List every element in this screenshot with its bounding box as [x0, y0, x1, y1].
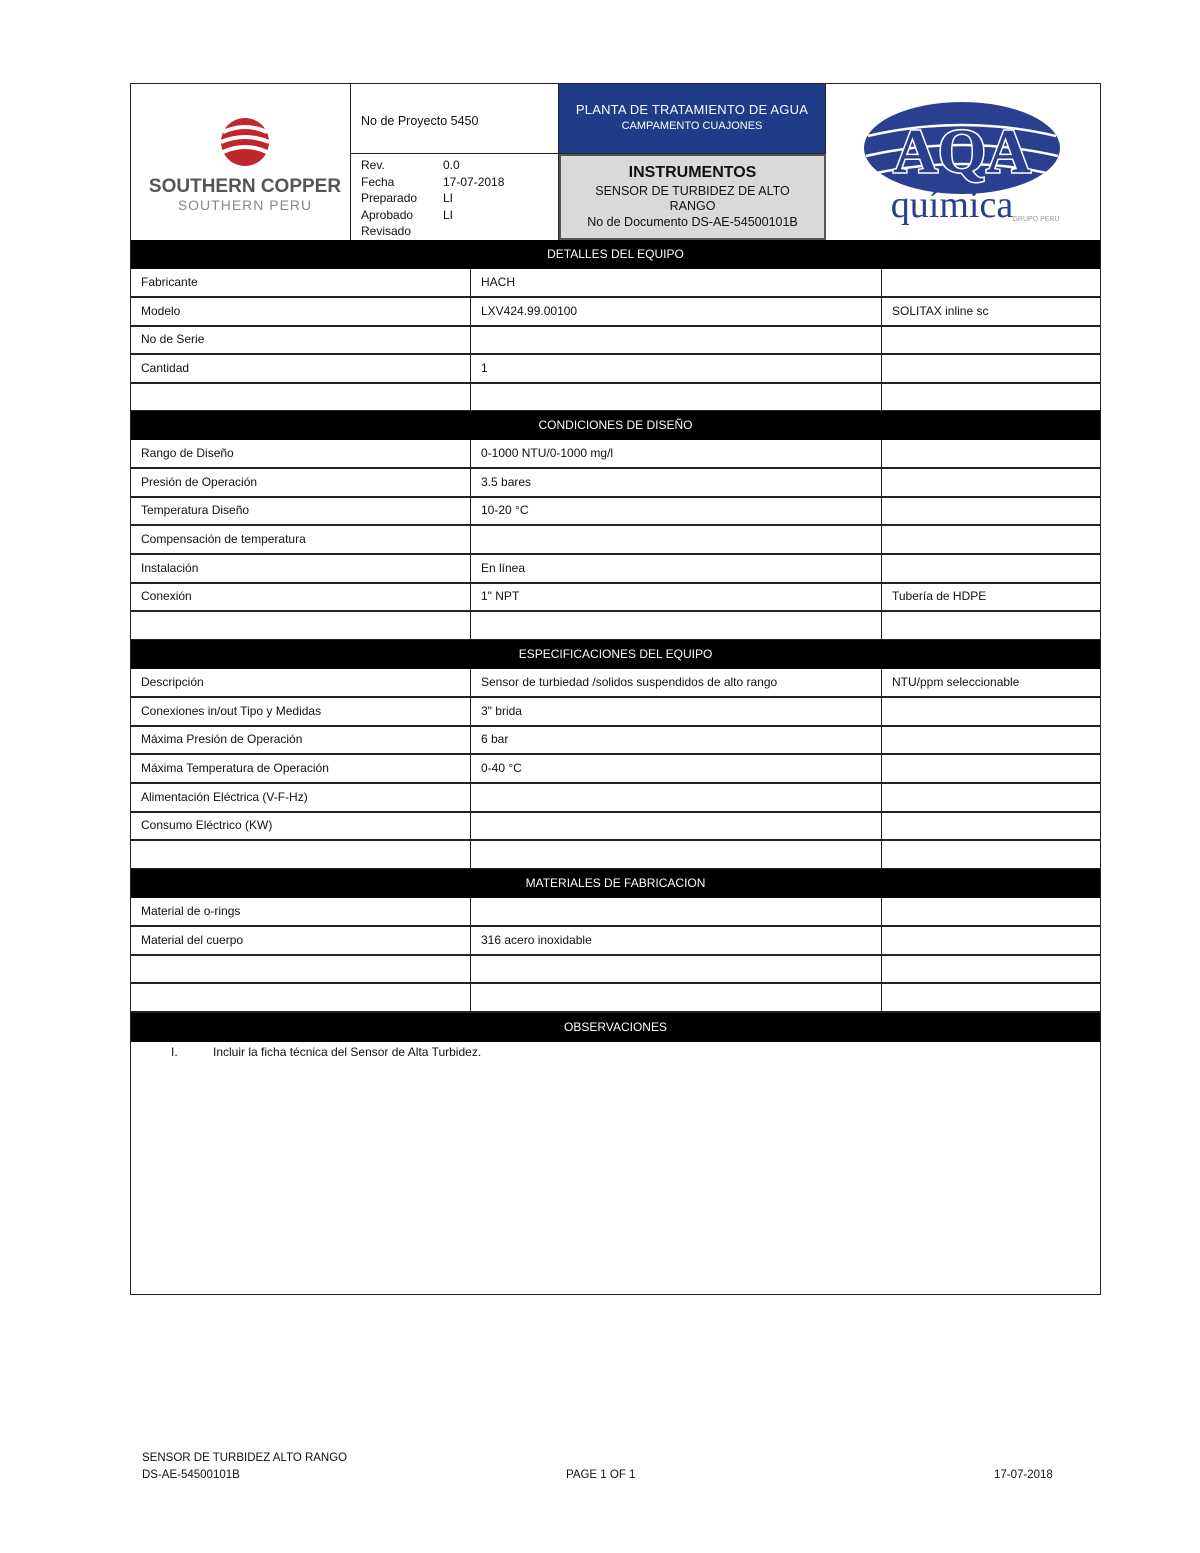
table-row [131, 526, 1100, 555]
table-cell: Sensor de turbiedad /solidos suspendidos de alto rango [471, 669, 882, 696]
table-cell [131, 955, 471, 982]
table-cell: Descripción [131, 669, 471, 696]
table-cell [131, 984, 471, 1011]
table-cell [131, 841, 471, 868]
footer-date: 17-07-2018 [994, 1469, 1053, 1481]
table-row [131, 669, 1100, 698]
rev-label: Fecha [361, 174, 395, 189]
table-cell [882, 469, 1102, 496]
table-cell: SOLITAX inline sc [892, 304, 989, 318]
table-row [131, 383, 1100, 412]
table-row [131, 726, 1100, 755]
rev-row [361, 157, 558, 174]
observation-text: Incluir la ficha técnica del Sensor de Alta Turbidez. [213, 1045, 482, 1059]
footer-title: SENSOR DE TURBIDEZ ALTO RANGO [142, 1452, 348, 1464]
table-cell: Máxima Presión de Operación [131, 726, 471, 753]
table-cell: 1" NPT [471, 583, 882, 610]
table-cell [471, 841, 882, 868]
table-cell [131, 612, 471, 639]
table-cell: Modelo [131, 298, 471, 325]
rev-label: Aprobado [361, 207, 414, 222]
preparado-row [361, 190, 558, 207]
table-row [131, 698, 1100, 727]
table-cell: NTU/ppm seleccionable [892, 675, 1020, 689]
table-cell [882, 555, 1102, 582]
table-cell: Material del cuerpo [131, 927, 471, 954]
table-cell: 6 bar [471, 726, 882, 753]
logo-line1: SOUTHERN COPPER [148, 176, 342, 197]
table-cell [882, 698, 1102, 725]
table-row [131, 469, 1100, 498]
table-cell [882, 784, 1102, 811]
southern-copper-emblem-icon [221, 118, 269, 166]
rev-value: 0.0 [443, 158, 460, 172]
instrument-title: INSTRUMENTOS [628, 164, 757, 181]
table-cell: 316 acero inoxidable [471, 927, 882, 954]
table-cell: Compensación de temperatura [131, 526, 471, 553]
table-cell [882, 927, 1102, 954]
table-cell [471, 984, 882, 1011]
table-cell [882, 440, 1102, 467]
table-cell: Consumo Eléctrico (KW) [131, 812, 471, 839]
table-cell: 3" brida [471, 698, 882, 725]
table-cell [882, 355, 1102, 382]
logo-quimica: química [890, 184, 1014, 226]
section-detalles: DETALLES DEL EQUIPO [131, 240, 1100, 269]
planta-title: PLANTA DE TRATAMIENTO DE AGUA [575, 102, 809, 117]
table-cell [882, 755, 1102, 782]
table-cell: Instalación [131, 555, 471, 582]
table-cell [882, 612, 1102, 639]
fecha-row [361, 174, 558, 191]
table-row [131, 612, 1100, 641]
table-row [131, 955, 1100, 984]
instrument-title-block [559, 154, 826, 240]
table-cell: Cantidad [131, 355, 471, 382]
project-number: No de Proyecto 5450 [351, 84, 559, 154]
table-cell [882, 326, 1102, 353]
table-cell: Temperatura Diseño [131, 497, 471, 524]
logo-line2: SOUTHERN PERU [177, 197, 313, 213]
section-especificaciones: ESPECIFICACIONES DEL EQUIPO [131, 640, 1100, 669]
table-cell: Fabricante [131, 269, 471, 296]
rev-value: LI [443, 191, 454, 205]
table-cell: 0-40 °C [471, 755, 882, 782]
table-cell [882, 526, 1102, 553]
logo-aqa: AQA [893, 118, 1031, 186]
table-cell: Presión de Operación [131, 469, 471, 496]
table-cell [471, 812, 882, 839]
table-row [131, 755, 1100, 784]
table-cell: HACH [471, 269, 882, 296]
table-cell [882, 726, 1102, 753]
table-cell: 0-1000 NTU/0-1000 mg/l [471, 440, 882, 467]
footer-doc: DS-AE-54500101B [142, 1469, 240, 1481]
table-cell: Conexión [131, 583, 471, 610]
table-row [131, 355, 1100, 384]
table-cell: Rango de Diseño [131, 440, 471, 467]
table-row [131, 497, 1100, 526]
rev-value: 17-07-2018 [443, 174, 505, 189]
table-row [131, 784, 1100, 813]
table-cell: 3.5 bares [471, 469, 882, 496]
table-cell [471, 784, 882, 811]
table-cell: LXV424.99.00100 [471, 298, 882, 325]
aqa-quimica-logo [826, 84, 1100, 240]
table-cell [471, 955, 882, 982]
document-number: No de Documento DS-AE-54500101B [587, 215, 798, 229]
table-cell: Alimentación Eléctrica (V-F-Hz) [131, 784, 471, 811]
table-row [131, 326, 1100, 355]
table-cell [882, 269, 1102, 296]
rev-value: LI [443, 207, 454, 222]
logo-grupo: GRUPO PERU [1012, 216, 1060, 223]
section-materiales: MATERIALES DE FABRICACION [131, 869, 1100, 898]
table-row [131, 440, 1100, 469]
table-cell [882, 812, 1102, 839]
table-cell: No de Serie [131, 326, 471, 353]
table-cell [882, 955, 1102, 982]
table-cell [882, 898, 1102, 925]
section-observaciones: OBSERVACIONES [131, 1013, 1100, 1042]
table-row [131, 269, 1100, 298]
rev-label: Rev. [361, 158, 385, 172]
planta-title-block [559, 84, 826, 154]
observations-area [131, 1042, 1100, 1294]
table-cell: Conexiones in/out Tipo y Medidas [131, 698, 471, 725]
table-row [131, 298, 1100, 327]
footer-page: PAGE 1 OF 1 [566, 1469, 636, 1481]
table-cell [471, 526, 882, 553]
data-sheet [130, 83, 1101, 1295]
table-row [131, 583, 1100, 612]
rev-label: Revisado [361, 224, 412, 238]
table-cell: 10-20 °C [471, 497, 882, 524]
document-header [131, 84, 1100, 240]
table-row [131, 984, 1100, 1013]
southern-copper-logo [131, 84, 351, 240]
table-cell [471, 383, 882, 410]
table-row [131, 555, 1100, 584]
table-row [131, 898, 1100, 927]
instrument-subtitle: SENSOR DE TURBIDEZ DE ALTO RANGO [595, 184, 790, 213]
table-cell: Máxima Temperatura de Operación [131, 755, 471, 782]
table-row [131, 841, 1100, 870]
aprobado-row [361, 207, 558, 224]
table-cell: Material de o-rings [131, 898, 471, 925]
rev-label: Preparado [361, 191, 418, 205]
revision-block [351, 154, 559, 240]
table-row [131, 927, 1100, 956]
table-cell [471, 612, 882, 639]
table-cell [131, 383, 471, 410]
table-cell: 1 [471, 355, 882, 382]
table-cell: Tubería de HDPE [892, 589, 987, 603]
section-condiciones: CONDICIONES DE DISEÑO [131, 411, 1100, 440]
table-cell [882, 383, 1102, 410]
table-cell [882, 984, 1102, 1011]
table-row [131, 812, 1100, 841]
table-cell [882, 841, 1102, 868]
list-marker: I. [171, 1045, 178, 1059]
revisado-row [361, 223, 558, 240]
table-cell: En línea [471, 555, 882, 582]
table-cell [882, 497, 1102, 524]
table-cell [471, 326, 882, 353]
table-cell [471, 898, 882, 925]
planta-subtitle: CAMPAMENTO CUAJONES [621, 120, 763, 132]
